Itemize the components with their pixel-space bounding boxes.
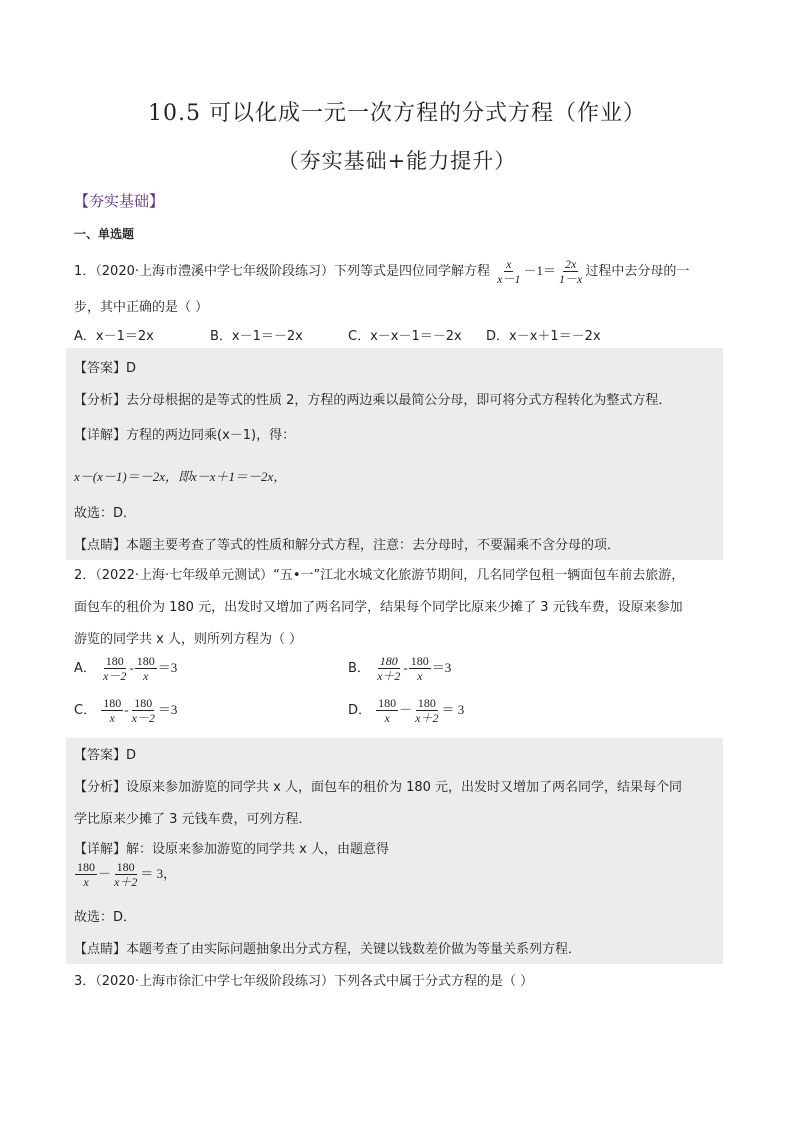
fraction-numerator: 180 [136, 654, 155, 668]
q1-option-a: A．x－1＝2x [74, 329, 154, 344]
equation-rhs: ＝ 3 [441, 702, 465, 717]
q2-comment: 【点睛】本题考查了由实际问题抽象出分式方程，关键以钱数差价做为等量关系列方程． [74, 942, 582, 957]
q1-option-d: D．x－x＋1＝－2x [486, 329, 601, 344]
q2-detail-equation [74, 860, 176, 889]
fraction-denominator: x＋2 [415, 711, 439, 725]
option-label: B． [348, 661, 370, 676]
fraction [135, 654, 157, 683]
fraction [375, 654, 402, 683]
fraction-numerator: 180 [116, 860, 135, 874]
fraction-numerator: x [506, 257, 512, 271]
page-title: 10.5 可以化成一元一次方程的分式方程（作业） [148, 101, 646, 126]
fraction [112, 860, 139, 889]
operator: - [403, 660, 408, 675]
question-2-line1: 2．（2022·上海·七年级单元测试）“五•一”江北水城文化旅游节期间，几名同学包租一辆面包车前去旅游， [74, 568, 685, 583]
fraction-numerator: 180 [410, 654, 429, 668]
q2-choose: 故选：D． [74, 910, 137, 925]
fraction [376, 696, 398, 725]
fraction-numerator: 180 [77, 860, 95, 874]
q1-choose: 故选：D． [74, 506, 137, 521]
question-2-line3: 游览的同学共 x 人，则所列方程为（ ） [74, 632, 303, 647]
q2-detail: 【详解】解：设原来参加游览的同学共 x 人，由题意得 [74, 842, 389, 857]
q1-equation-fraction-left [495, 257, 522, 286]
fraction [75, 860, 97, 889]
fraction-numerator: 180 [417, 696, 436, 710]
fraction-denominator: x [417, 669, 423, 683]
section-heading: 一、单选题 [74, 227, 135, 241]
fraction-numerator: 180 [378, 696, 397, 710]
q2-option-b [348, 654, 451, 683]
q1-detail-equation: x－(x－1)＝－2x，即x－x＋1＝－2x， [74, 469, 287, 484]
q1-comment: 【点睛】本题主要考查了等式的性质和解分式方程，注意：去分母时，不要漏乘不含分母的项． [74, 538, 621, 553]
q1-option-b: B．x－1＝－2x [210, 329, 303, 344]
fraction [130, 696, 157, 725]
fraction [101, 654, 128, 683]
equation-rhs: ＝3 [157, 660, 178, 675]
fraction-denominator: x [143, 669, 149, 683]
q2-answer: 【答案】D [74, 748, 137, 763]
q2-analysis-line2: 学比原来少摊了 3 元钱车费，可列方程． [74, 812, 312, 827]
fraction [409, 654, 431, 683]
q1-analysis: 【分析】去分母根据的是等式的性质 2，方程的两边乘以最简公分母，即可将分式方程转化为整式方程． [74, 393, 672, 408]
fraction [413, 696, 440, 725]
operator: － [399, 702, 413, 717]
question-1-stem [74, 257, 689, 286]
q1-detail: 【详解】方程的两边同乘(x－1)，得： [74, 428, 296, 443]
option-label: D． [348, 703, 372, 718]
fraction-numerator: 180 [105, 654, 124, 668]
page-subtitle: （夯实基础+能力提升） [277, 149, 517, 173]
q1-equation-middle: －1＝ [523, 263, 556, 278]
fraction-denominator: x－2 [131, 711, 155, 725]
option-label: A． [74, 661, 96, 676]
fraction [101, 696, 123, 725]
q2-option-c [74, 696, 177, 725]
q2-analysis-line1: 【分析】设原来参加游览的同学共 x 人，面包车的租价为 180 元，出发时又增加了两名同学，结果每个同 [74, 780, 683, 795]
fraction-denominator: x＋2 [377, 669, 401, 683]
q1-equation-fraction-right [557, 257, 584, 286]
equation-rhs: ＝3 [431, 660, 452, 675]
operator: － [98, 866, 112, 881]
q1-option-c: C．x－x－1＝－2x [348, 329, 462, 344]
equation-rhs: ＝ 3， [140, 866, 177, 881]
q1-solution-box [66, 348, 723, 560]
fraction-numerator: 180 [103, 696, 122, 710]
operator: - [129, 660, 134, 675]
fraction-denominator: x＋2 [114, 875, 138, 889]
option-label: C． [74, 703, 97, 718]
q1-answer: 【答案】D [74, 361, 137, 376]
q2-option-d [348, 696, 464, 725]
q2-option-a [74, 654, 177, 683]
fraction-denominator: x－2 [103, 669, 127, 683]
fraction-numerator: 2x [564, 257, 577, 271]
equation-rhs: ＝3 [157, 702, 178, 717]
question-3-line1: 3．（2020·上海市徐汇中学七年级阶段练习）下列各式中属于分式方程的是（ ） [74, 974, 534, 989]
question-2-line2: 面包车的租价为 180 元，出发时又增加了两名同学，结果每个同学比原来少摊了 3 元钱车费，设原来参加 [74, 600, 683, 615]
section-label: 【夯实基础】 [74, 192, 165, 210]
fraction-denominator: x [109, 711, 115, 725]
fraction-numerator: 180 [379, 654, 398, 668]
fraction-numerator: 180 [134, 696, 153, 710]
fraction-denominator: x [83, 875, 89, 889]
operator: - [124, 702, 129, 717]
question-1-suffix: 过程中去分母的一 [585, 264, 690, 279]
fraction-denominator: x－1 [497, 272, 521, 286]
fraction-denominator: x [384, 711, 390, 725]
question-1-prefix: 1．（2020·上海市澧溪中学七年级阶段练习）下列等式是四位同学解方程 [74, 264, 490, 279]
question-1-line2: 步，其中正确的是（ ） [74, 300, 209, 315]
fraction-denominator: 1－x [558, 272, 583, 286]
